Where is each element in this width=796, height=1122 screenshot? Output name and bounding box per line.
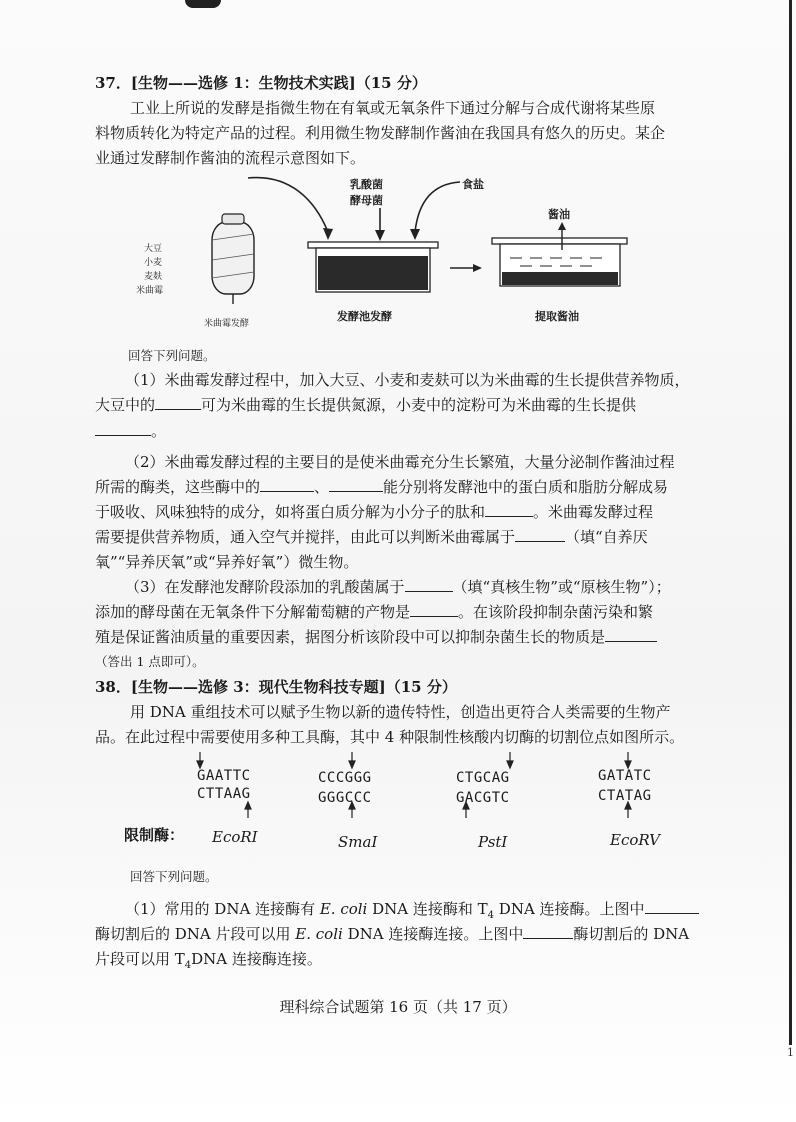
fermentation-pool [308, 242, 438, 292]
q37-p2-line-2: 所需的酶类，这些酶中的 、 能分别将发酵池中的蛋白质和脂肪分解成易 [95, 478, 669, 496]
answer-blank-2[interactable] [95, 422, 151, 436]
q37-intro-line-3: 业通过发酵制作酱油的流程示意图如下。 [95, 149, 366, 167]
restriction-enzyme-label: 限制酶： [124, 826, 185, 844]
q37-intro-line-2: 料物质转化为特定产品的过程。利用微生物发酵制作酱油在我国具有悠久的历史。某企 [95, 124, 666, 142]
enzyme-psti: PstⅠ [478, 833, 508, 851]
material-bran: 麦麸 [144, 272, 163, 282]
page-footer: 理科综合试题第 16 页（共 17 页） [279, 998, 517, 1016]
q38-intro-line-2: 品。在此过程中需要使用多种工具酶，其中 4 种限制性核酸内切酶的切割位点如图所示。 [95, 728, 685, 746]
q37-p1-line-1: （1）米曲霉发酵过程中，加入大豆、小麦和麦麸可以为米曲霉的生长提供营养物质， [125, 371, 690, 389]
answer-blank-4[interactable] [329, 478, 383, 492]
q37-p2-line-3: 于吸收、风味独特的成分，如将蛋白质分解为小分子的肽和 。米曲霉发酵过程 [95, 503, 654, 521]
stage-2-label: 发酵池发酵 [337, 310, 392, 323]
q38-header: 38．[生物——选修 3：现代生物科技专题]（15 分） [95, 678, 457, 696]
ecori-bottom-strand: CTTAAG [197, 786, 251, 802]
q38-prompt: 回答下列问题。 [130, 869, 218, 884]
q37-p1-line-3: 。 [95, 422, 166, 440]
arrow-salt-to-pool [415, 182, 460, 232]
psti-top-strand: CTGCAG [456, 770, 510, 786]
q37-p3-line-1: （3）在发酵池发酵阶段添加的乳酸菌属于 （填“真核生物”或“原核生物”）； [125, 578, 671, 596]
answer-blank-9[interactable] [605, 628, 657, 642]
input-yeast: 酵母菌 [350, 194, 383, 207]
smai-bottom-strand: GGGCCC [318, 790, 372, 806]
answer-blank-7[interactable] [405, 578, 453, 592]
answer-blank-8[interactable] [410, 603, 458, 617]
fermentation-diagram [130, 170, 650, 330]
q37-p3-line-2: 添加的酵母菌在无氧条件下分解葡萄糖的产物是 。在该阶段抑制杂菌污染和繁 [95, 603, 654, 621]
answer-blank-1[interactable] [155, 396, 201, 410]
enzyme-ecori: EcoRⅠ [212, 828, 258, 846]
q37-p2-line-4: 需要提供营养物质，通入空气并搅拌，由此可以判断米曲霉属于 （填“自养厌 [95, 528, 648, 546]
q37-intro-line-1: 工业上所说的发酵是指微生物在有氧或无氧条件下通过分解与合成代谢将某些原 [130, 99, 656, 117]
fermenter-tank [212, 214, 254, 304]
q37-p2-line-5: 氧”“异养厌氧”或“异养好氧”）微生物。 [95, 553, 359, 571]
q37-header: 37．[生物——选修 1：生物技术实践]（15 分） [95, 74, 427, 92]
ecorv-bottom-strand: CTATAG [598, 788, 652, 804]
answer-blank-6[interactable] [515, 528, 565, 542]
scan-artifact [185, 0, 221, 8]
page-number: 1 [787, 1046, 794, 1059]
q37-p3-line-4: （答出 1 点即可）。 [95, 654, 205, 669]
ecorv-top-strand: GATATC [598, 768, 652, 784]
material-wheat: 小麦 [144, 258, 163, 268]
q38-intro-line-1: 用 DNA 重组技术可以赋予生物以新的遗传特性，创造出更符合人类需要的生物产 [130, 703, 671, 721]
input-lactic-bacteria: 乳酸菌 [350, 178, 383, 191]
q38-p1-line-3: 片段可以用 $T_4DNA$ 连接酶连接。 [95, 950, 322, 971]
stage-3-label: 提取酱油 [535, 310, 579, 323]
q38-p1-line-1: （1）常用的 DNA 连接酶有 E. coli DNA 连接酶和 $T_4$ DNA 连接酶。上图中 [125, 900, 699, 925]
q37-p1-line-2: 大豆中的 可为米曲霉的生长提供氮源，小麦中的淀粉可为米曲霉的生长提供 [95, 396, 637, 414]
answer-blank-10[interactable] [645, 900, 699, 914]
extraction-container [492, 222, 627, 286]
answer-blank-11[interactable] [523, 925, 573, 939]
arrow-tank-to-pool [248, 178, 328, 232]
enzyme-smai: SmaⅠ [338, 833, 378, 851]
input-salt: 食盐 [462, 178, 484, 191]
answer-blank-5[interactable] [485, 503, 533, 517]
q37-p3-line-3: 殖是保证酱油质量的重要因素，据图分析该阶段中可以抑制杂菌生长的物质是 [95, 628, 657, 646]
material-soybean: 大豆 [144, 244, 163, 254]
product-soy-sauce: 酱油 [548, 208, 570, 221]
smai-top-strand: CCCGGG [318, 770, 372, 786]
material-aspergillus: 米曲霉 [136, 286, 164, 296]
page-edge-line [789, 0, 792, 1045]
q37-p2-line-1: （2）米曲霉发酵过程的主要目的是使米曲霉充分生长繁殖，大量分泌制作酱油过程 [125, 453, 675, 471]
answer-blank-3[interactable] [260, 478, 314, 492]
stage-1-label: 米曲霉发酵 [204, 319, 250, 329]
ecori-top-strand: GAATTC [197, 768, 251, 784]
enzyme-ecorv: EcoRV [610, 831, 660, 849]
q37-prompt: 回答下列问题。 [128, 348, 216, 363]
psti-bottom-strand: GACGTC [456, 790, 510, 806]
q38-p1-line-2: 酶切割后的 DNA 片段可以用 E. coli DNA 连接酶连接。上图中 酶切割后的 DNA [95, 925, 690, 943]
